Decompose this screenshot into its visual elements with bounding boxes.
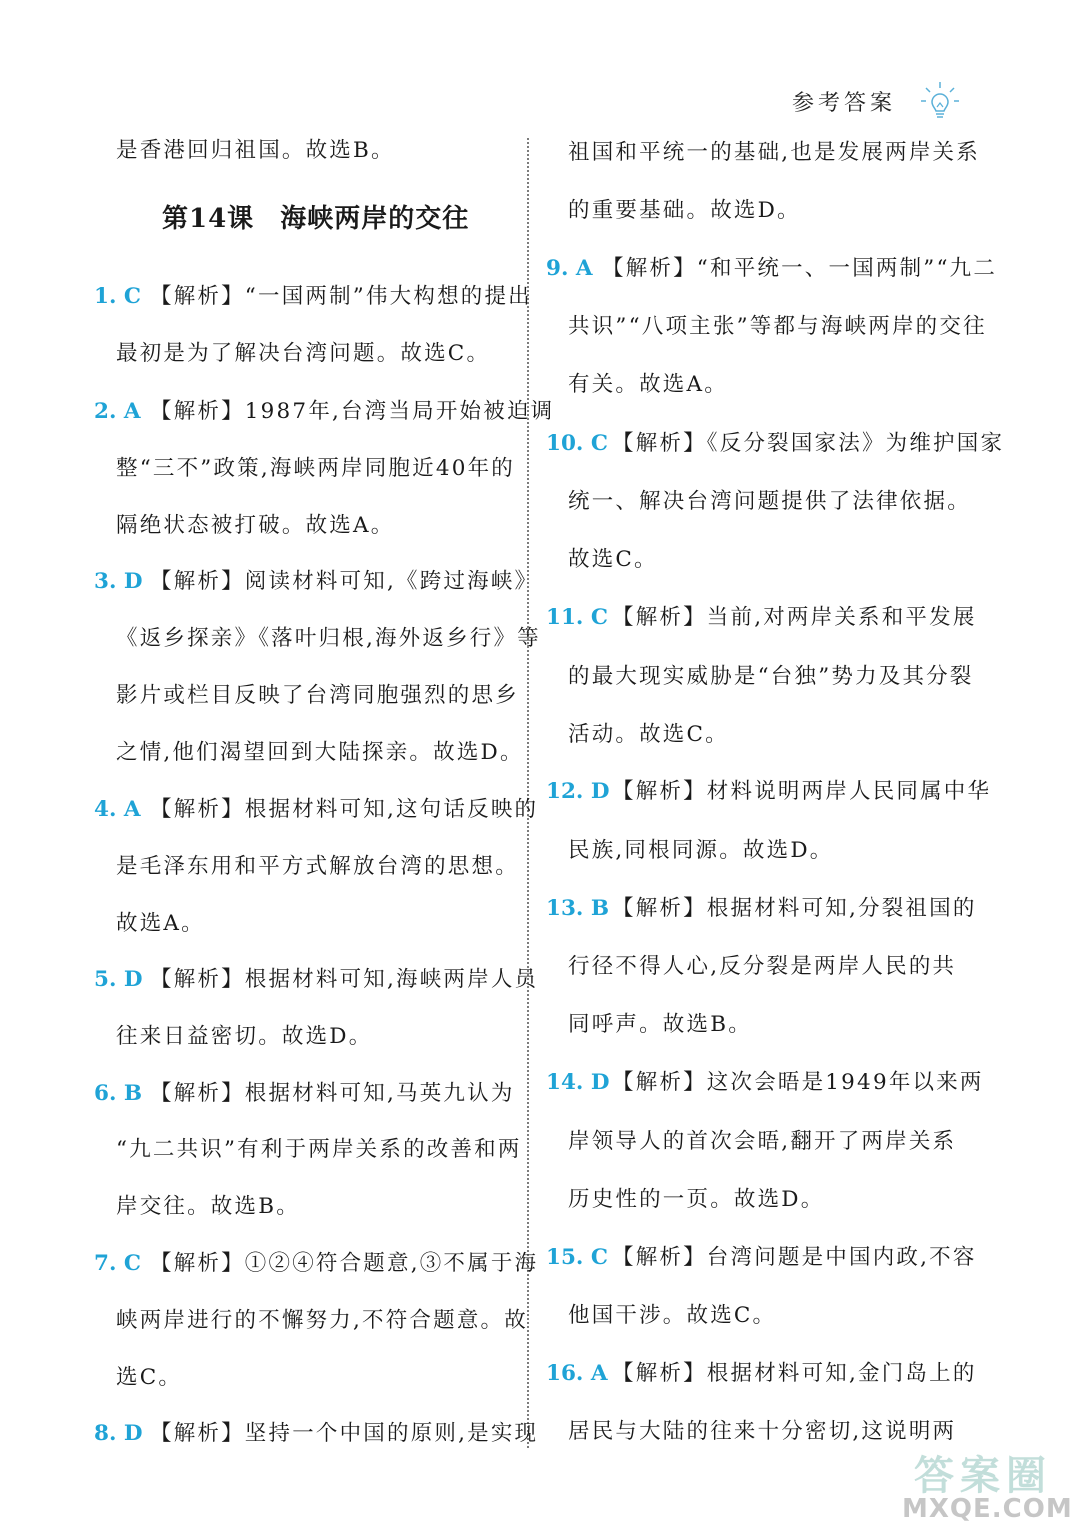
answer-number: 5. D xyxy=(94,967,143,992)
answer-number: 13. B xyxy=(546,896,610,921)
answer-number: 11. C xyxy=(546,605,609,630)
answer-text: 【解析】坚持一个中国的原则,是实现 xyxy=(150,1421,539,1446)
answer-text: 祖国和平统一的基础,也是发展两岸关系 xyxy=(568,140,980,165)
answer-text: 故选A。 xyxy=(116,911,205,936)
answer-text: 【解析】1987年,台湾当局开始被迫调 xyxy=(150,399,555,424)
answer-text: 【解析】根据材料可知,金门岛上的 xyxy=(612,1361,977,1386)
answer-number: 16. A xyxy=(546,1361,608,1386)
answer-text: 整“三不”政策,海峡两岸同胞近40年的 xyxy=(116,456,515,481)
answer-text: 的重要基础。故选D。 xyxy=(568,198,801,223)
answer-text: 《返乡探亲》《落叶归根,海外返乡行》等 xyxy=(116,626,541,651)
answer-text: 民族,同根同源。故选D。 xyxy=(568,838,834,863)
answer-number: 6. B xyxy=(94,1081,143,1106)
answer-text: 往来日益密切。故选D。 xyxy=(116,1024,373,1049)
watermark-url: MXQE.COM xyxy=(902,1494,1073,1524)
answer-number: 3. D xyxy=(94,569,143,594)
answer-text: 行径不得人心,反分裂是两岸人民的共 xyxy=(568,954,957,979)
answer-text: 【解析】①②④符合题意,③不属于海 xyxy=(150,1251,539,1276)
answer-text: 影片或栏目反映了台湾同胞强烈的思乡 xyxy=(116,683,519,708)
lesson-title xyxy=(162,198,469,235)
answer-number: 4. A xyxy=(94,797,141,822)
answer-number: 7. C xyxy=(94,1251,142,1276)
answer-text: 历史性的一页。故选D。 xyxy=(568,1187,825,1212)
answer-text: 【解析】根据材料可知,这句话反映的 xyxy=(150,797,539,822)
answer-text: 【解析】根据材料可知,海峡两岸人员 xyxy=(150,967,539,992)
answer-text: 之情,他们渴望回到大陆探亲。故选D。 xyxy=(116,740,524,765)
answer-text: 岸领导人的首次会晤,翻开了两岸关系 xyxy=(568,1129,957,1154)
answer-text: 【解析】“和平统一、一国两制”“九二 xyxy=(602,256,998,281)
answer-text: 故选C。 xyxy=(568,547,658,572)
header-label: 参考答案 xyxy=(792,91,897,116)
answer-text: 他国干涉。故选C。 xyxy=(568,1303,777,1328)
answer-text: 【解析】《反分裂国家法》为维护国家 xyxy=(612,431,1005,456)
answer-number: 12. D xyxy=(546,779,610,804)
answer-text: 选C。 xyxy=(116,1365,183,1390)
answer-text: 同呼声。故选B。 xyxy=(568,1012,752,1037)
answer-text: 【解析】阅读材料可知,《跨过海峡》 xyxy=(150,569,539,594)
answer-text: 的最大现实威胁是“台独”势力及其分裂 xyxy=(568,664,974,689)
answer-number: 10. C xyxy=(546,431,609,456)
answer-number: 2. A xyxy=(94,399,141,424)
answer-text: 最初是为了解决台湾问题。故选C。 xyxy=(116,341,491,366)
answer-text: 是毛泽东用和平方式解放台湾的思想。 xyxy=(116,854,519,879)
answer-text: “九二共识”有利于两岸关系的改善和两 xyxy=(116,1137,522,1162)
lightbulb-icon xyxy=(918,80,962,124)
answer-text: 【解析】材料说明两岸人民同属中华 xyxy=(612,779,992,804)
watermark xyxy=(902,1444,1074,1530)
answer-text: 有关。故选A。 xyxy=(568,372,728,397)
answer-text: 【解析】根据材料可知,分裂祖国的 xyxy=(612,896,977,921)
answer-text: 【解析】“一国两制”伟大构想的提出 xyxy=(150,284,532,309)
answer-text: 活动。故选C。 xyxy=(568,722,729,747)
answer-text: 【解析】根据材料可知,马英九认为 xyxy=(150,1081,515,1106)
answer-text: 隔绝状态被打破。故选A。 xyxy=(116,513,395,538)
answer-number: 1. C xyxy=(94,284,142,309)
answer-text: 是香港回归祖国。故选B。 xyxy=(116,138,395,163)
answer-text: 岸交往。故选B。 xyxy=(116,1194,300,1219)
answer-number: 15. C xyxy=(546,1245,609,1270)
lesson-name: 海峡两岸的交往 xyxy=(280,204,470,234)
answer-number: 8. D xyxy=(94,1421,143,1446)
answer-text: 【解析】当前,对两岸关系和平发展 xyxy=(612,605,977,630)
answer-number: 9. A xyxy=(546,256,593,281)
watermark-logo-text: 答案圈 xyxy=(914,1453,1052,1499)
answer-text: 峡两岸进行的不懈努力,不符合题意。故 xyxy=(116,1308,528,1333)
answer-text: 共识”“八项主张”等都与海峡两岸的交往 xyxy=(568,314,987,339)
lesson-number: 第14课 xyxy=(162,204,255,234)
answer-number: 14. D xyxy=(546,1070,610,1095)
answer-text: 【解析】台湾问题是中国内政,不容 xyxy=(612,1245,977,1270)
answer-text: 居民与大陆的往来十分密切,这说明两 xyxy=(568,1419,957,1444)
answer-text: 统一、解决台湾问题提供了法律依据。 xyxy=(568,489,971,514)
answer-text: 【解析】这次会晤是1949年以来两 xyxy=(612,1070,984,1095)
